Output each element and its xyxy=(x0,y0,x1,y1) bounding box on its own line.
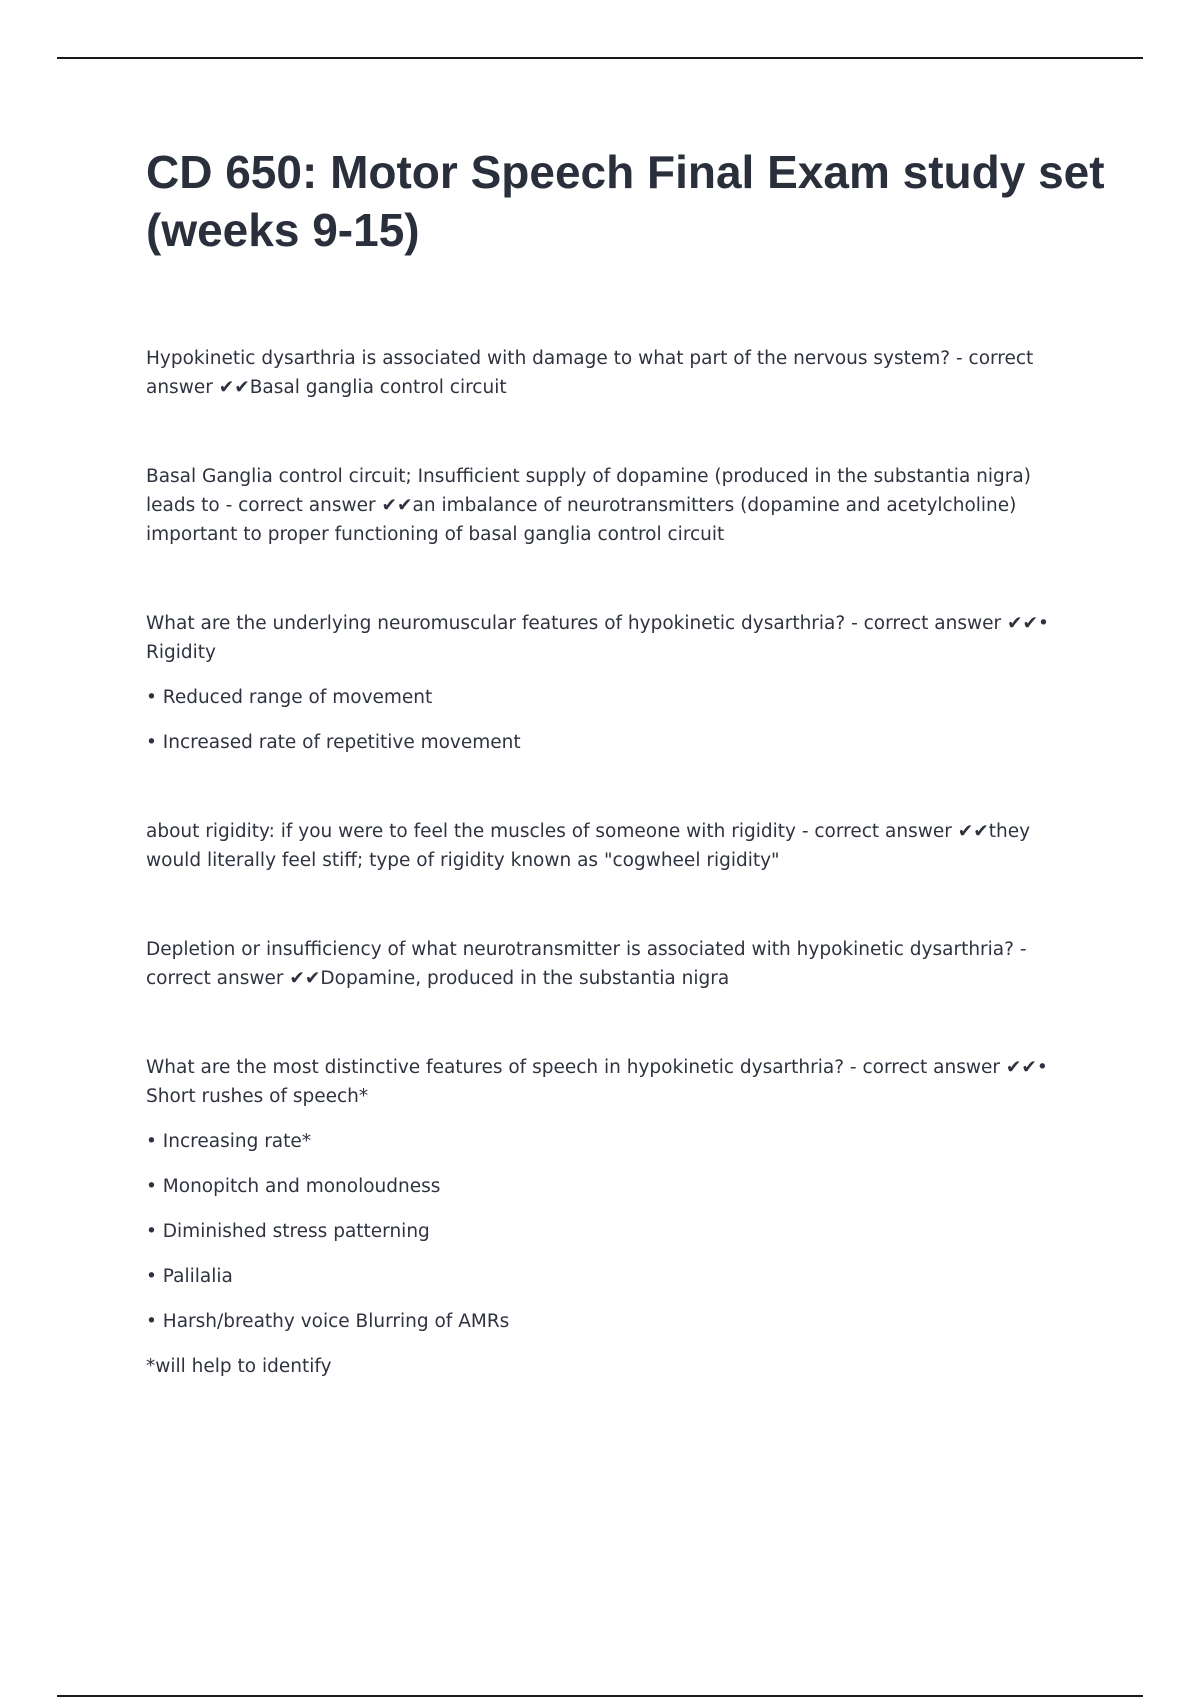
qa-paragraph xyxy=(146,462,1086,549)
check-marks-icon: ✔✔ xyxy=(289,968,321,989)
question-text: Hypokinetic dysarthria is associated with damage to what part of the nervous system? xyxy=(146,348,951,369)
answer-bullet: • Harsh/breathy voice Blurring of AMRs xyxy=(146,1311,510,1332)
qa-item xyxy=(146,344,1086,402)
bottom-rule xyxy=(57,1695,1143,1697)
check-marks-icon: ✔✔ xyxy=(1007,613,1039,634)
qa-paragraph xyxy=(146,935,1086,993)
answer-separator: - correct answer xyxy=(146,939,1027,989)
question-text: Basal Ganglia control circuit; Insufficient supply of dopamine (produced in the substantia nigra) leads to xyxy=(146,466,1031,516)
answer-separator: - correct answer xyxy=(795,821,958,842)
footnote: *will help to identify xyxy=(146,1356,332,1377)
answer-text: • Short rushes of speech* xyxy=(146,1057,1048,1107)
answer-separator: - correct answer xyxy=(146,348,1034,398)
check-marks-icon: ✔✔ xyxy=(218,377,250,398)
question-text: What are the underlying neuromuscular features of hypokinetic dysarthria? xyxy=(146,613,846,634)
answer-bullet: • Palilalia xyxy=(146,1266,233,1287)
answer-bullet: • Increasing rate* xyxy=(146,1131,312,1152)
answer-bullet: • Diminished stress patterning xyxy=(146,1221,430,1242)
check-marks-icon: ✔✔ xyxy=(381,495,413,516)
answer-bullet: • Increased rate of repetitive movement xyxy=(146,732,521,753)
answer-text: • Rigidity xyxy=(146,613,1049,663)
page-title: CD 650: Motor Speech Final Exam study set (weeks 9-15) xyxy=(146,146,1105,256)
qa-item xyxy=(146,609,1086,757)
check-marks-icon: ✔✔ xyxy=(1005,1057,1037,1078)
question-text: Depletion or insufficiency of what neurotransmitter is associated with hypokinetic dysarthria? xyxy=(146,939,1014,960)
qa-item xyxy=(146,935,1086,993)
qa-item xyxy=(146,462,1086,549)
answer-separator: - correct answer xyxy=(845,613,1007,634)
answer-text: an imbalance of neurotransmitters (dopamine and acetylcholine) important to proper functioning of basal ganglia control circuit xyxy=(146,495,1017,545)
answer-bullet: • Monopitch and monoloudness xyxy=(146,1176,441,1197)
qa-paragraph xyxy=(146,609,1086,667)
question-text: What are the most distinctive features of speech in hypokinetic dysarthria? xyxy=(146,1057,845,1078)
answer-text: they would literally feel stiff; type of rigidity known as "cogwheel rigidity" xyxy=(146,821,1031,871)
qa-paragraph xyxy=(146,1053,1086,1111)
qa-item xyxy=(146,817,1086,875)
answer-text: Basal ganglia control circuit xyxy=(249,377,507,398)
top-rule xyxy=(57,57,1143,59)
answer-separator: - correct answer xyxy=(219,495,382,516)
answer-text: Dopamine, produced in the substantia nigra xyxy=(320,968,730,989)
check-marks-icon: ✔✔ xyxy=(957,821,989,842)
answer-bullet: • Reduced range of movement xyxy=(146,687,433,708)
question-text: about rigidity: if you were to feel the muscles of someone with rigidity xyxy=(146,821,796,842)
qa-paragraph xyxy=(146,817,1086,875)
qa-list xyxy=(146,344,1086,1441)
qa-item xyxy=(146,1053,1086,1381)
answer-separator: - correct answer xyxy=(844,1057,1006,1078)
qa-paragraph xyxy=(146,344,1086,402)
